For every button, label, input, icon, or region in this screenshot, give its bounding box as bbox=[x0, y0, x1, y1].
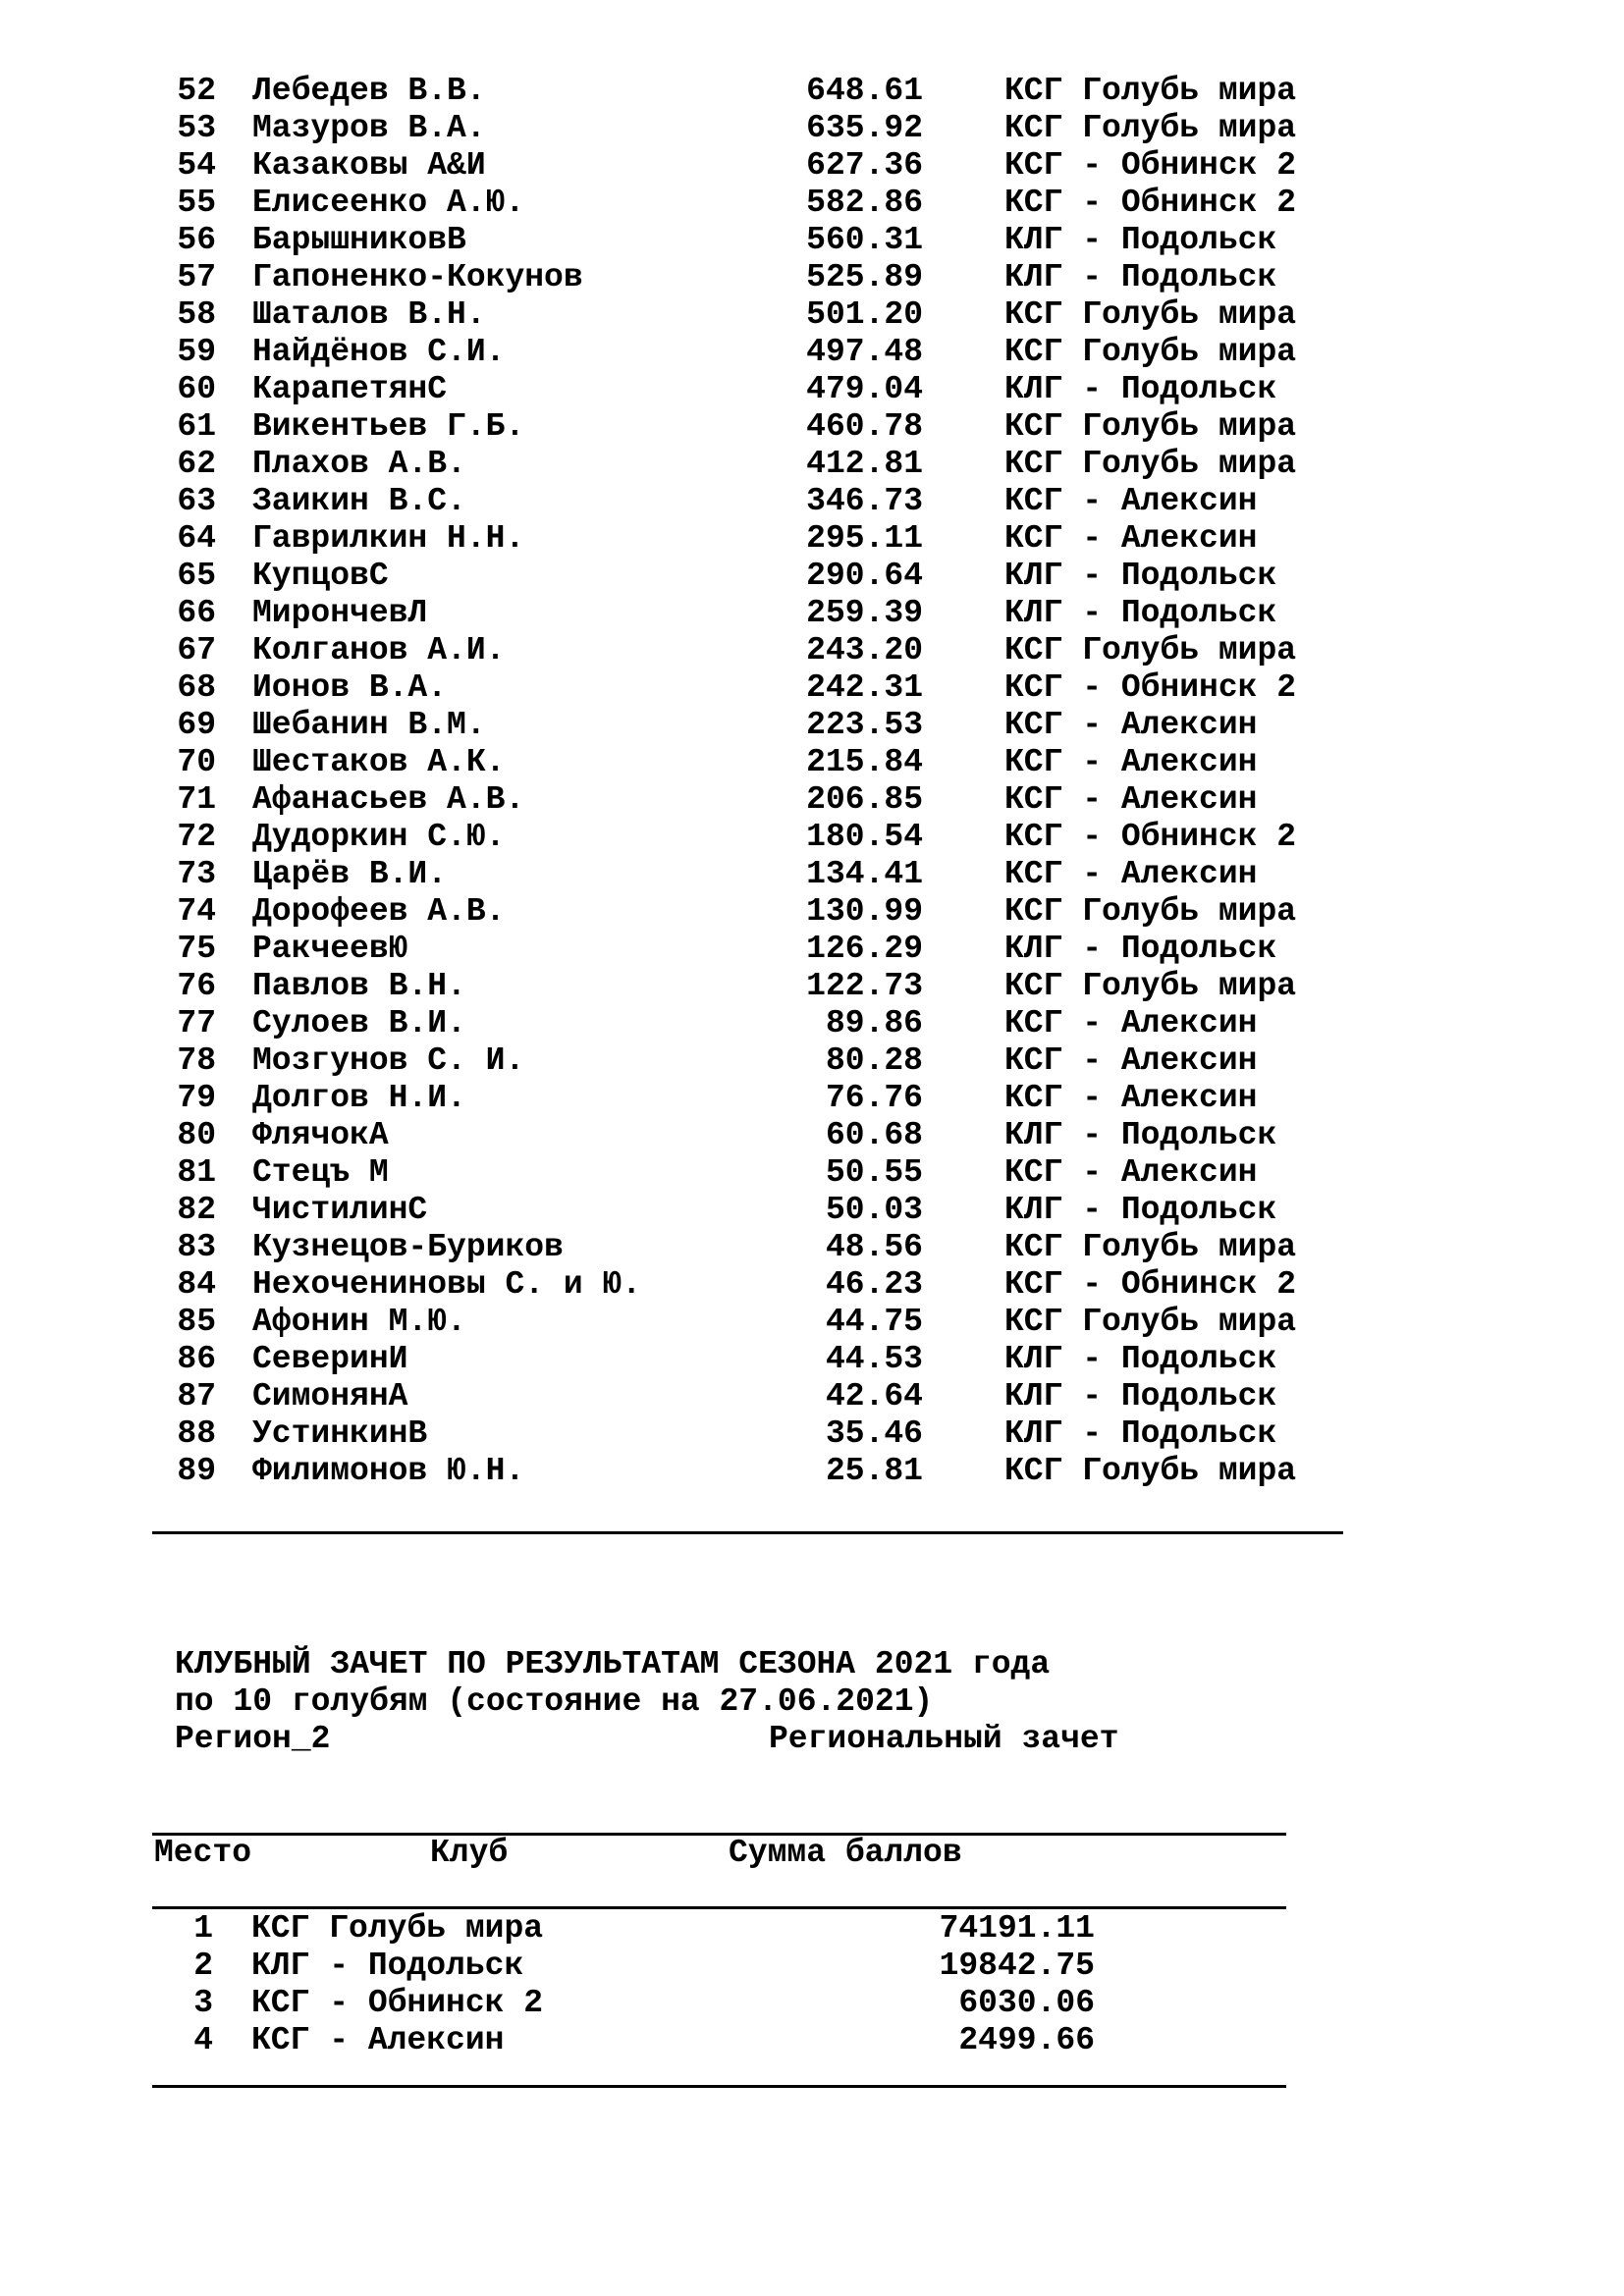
place-cell: 52 bbox=[177, 73, 216, 109]
table-row bbox=[147, 744, 1355, 781]
club-cell: КСГ - Алексин bbox=[1004, 744, 1258, 780]
table-row bbox=[147, 408, 1355, 446]
table-row bbox=[147, 1415, 1355, 1453]
club-cell: КСГ - Обнинск 2 bbox=[1004, 147, 1297, 184]
place-cell: 88 bbox=[177, 1415, 216, 1452]
divider bbox=[152, 1531, 1343, 1534]
club-cell: КСГ Голубь мира bbox=[1004, 110, 1297, 146]
place-cell: 59 bbox=[177, 334, 216, 370]
standing-type: Региональный зачет bbox=[769, 1721, 1119, 1757]
club-cell: КСГ Голубь мира bbox=[1004, 296, 1297, 333]
club-cell: КСГ Голубь мира bbox=[1004, 968, 1297, 1004]
name-cell: Кузнецов-Буриков bbox=[252, 1229, 564, 1265]
club-cell: КСГ - Алексин bbox=[1004, 1154, 1258, 1191]
table-row bbox=[147, 1154, 1355, 1192]
place-cell: 57 bbox=[177, 259, 216, 295]
table-row bbox=[147, 1042, 1355, 1080]
score-cell: 627.36 bbox=[806, 147, 923, 184]
table-row bbox=[147, 371, 1355, 408]
place-cell: 62 bbox=[177, 446, 216, 482]
club-cell: КСГ Голубь мира bbox=[1004, 1453, 1297, 1489]
club-cell: КЛГ - Подольск bbox=[1004, 371, 1277, 407]
club-cell: КСГ - Обнинск 2 bbox=[1004, 1266, 1297, 1303]
club-standings-heading bbox=[175, 1646, 1050, 1721]
place-cell: 55 bbox=[177, 185, 216, 221]
table-row bbox=[147, 185, 1355, 222]
club-cell: КЛГ - Подольск bbox=[251, 1948, 524, 1984]
name-cell: КупцовС bbox=[252, 558, 389, 594]
column-header-sum: Сумма баллов bbox=[729, 1835, 962, 1871]
table-row bbox=[147, 1378, 1355, 1415]
score-cell: 648.61 bbox=[806, 73, 923, 109]
score-cell: 295.11 bbox=[806, 520, 923, 557]
place-cell: 83 bbox=[177, 1229, 216, 1265]
name-cell: РакчеевЮ bbox=[252, 931, 408, 967]
club-cell: КСГ Голубь мира bbox=[1004, 1304, 1297, 1340]
name-cell: СеверинИ bbox=[252, 1341, 408, 1377]
name-cell: МирончевЛ bbox=[252, 595, 428, 631]
place-cell: 64 bbox=[177, 520, 216, 557]
club-cell: КСГ - Алексин bbox=[251, 2022, 505, 2058]
place-cell: 72 bbox=[177, 819, 216, 855]
table-row bbox=[147, 1266, 1355, 1304]
table-row bbox=[147, 483, 1355, 520]
place-cell: 63 bbox=[177, 483, 216, 519]
place-cell: 84 bbox=[177, 1266, 216, 1303]
name-cell: Царёв В.И. bbox=[252, 856, 448, 892]
table-row bbox=[147, 632, 1355, 669]
divider bbox=[152, 1833, 1286, 1836]
name-cell: Найдёнов С.И. bbox=[252, 334, 506, 370]
name-cell: Афонин М.Ю. bbox=[252, 1304, 466, 1340]
club-cell: КЛГ - Подольск bbox=[1004, 1378, 1277, 1415]
name-cell: Нехочениновы С. и Ю. bbox=[252, 1266, 642, 1303]
name-cell: Долгов Н.И. bbox=[252, 1080, 466, 1116]
club-cell: КСГ - Алексин bbox=[1004, 520, 1258, 557]
score-cell: 223.53 bbox=[806, 707, 923, 743]
name-cell: ФлячокА bbox=[252, 1117, 389, 1153]
score-cell: 50.55 bbox=[825, 1154, 923, 1191]
score-cell: 412.81 bbox=[806, 446, 923, 482]
table-row bbox=[152, 1948, 1281, 1985]
club-cell: КСГ - Обнинск 2 bbox=[251, 1985, 544, 2021]
table-row bbox=[152, 1910, 1281, 1948]
place-cell: 81 bbox=[177, 1154, 216, 1191]
divider bbox=[152, 2085, 1286, 2088]
name-cell: БарышниковВ bbox=[252, 222, 466, 258]
place-cell: 54 bbox=[177, 147, 216, 184]
place-cell: 71 bbox=[177, 781, 216, 818]
score-cell: 460.78 bbox=[806, 408, 923, 445]
score-cell: 525.89 bbox=[806, 259, 923, 295]
place-cell: 56 bbox=[177, 222, 216, 258]
name-cell: Казаковы А&И bbox=[252, 147, 486, 184]
name-cell: Мозгунов С. И. bbox=[252, 1042, 525, 1079]
club-cell: КЛГ - Подольск bbox=[1004, 595, 1277, 631]
table-row bbox=[147, 110, 1355, 147]
place-cell: 76 bbox=[177, 968, 216, 1004]
sum-cell: 2499.66 bbox=[958, 2022, 1095, 2058]
club-cell: КСГ - Алексин bbox=[1004, 483, 1258, 519]
club-cell: КСГ Голубь мира bbox=[1004, 408, 1297, 445]
table-row bbox=[147, 446, 1355, 483]
table-row bbox=[147, 1453, 1355, 1490]
divider bbox=[152, 1906, 1286, 1909]
place-cell: 65 bbox=[177, 558, 216, 594]
table-row bbox=[147, 669, 1355, 707]
club-cell: КСГ Голубь мира bbox=[1004, 1229, 1297, 1265]
name-cell: Дорофеев А.В. bbox=[252, 893, 506, 930]
club-cell: КСГ - Алексин bbox=[1004, 1042, 1258, 1079]
table-row bbox=[152, 2022, 1281, 2059]
score-cell: 122.73 bbox=[806, 968, 923, 1004]
score-cell: 635.92 bbox=[806, 110, 923, 146]
place-cell: 60 bbox=[177, 371, 216, 407]
sum-cell: 19842.75 bbox=[939, 1948, 1095, 1984]
place-cell: 68 bbox=[177, 669, 216, 706]
name-cell: Шестаков А.К. bbox=[252, 744, 506, 780]
table-row bbox=[147, 1341, 1355, 1378]
place-cell: 3 bbox=[193, 1985, 213, 2021]
table-row bbox=[147, 1229, 1355, 1266]
place-cell: 82 bbox=[177, 1192, 216, 1228]
name-cell: Шебанин В.М. bbox=[252, 707, 486, 743]
table-row bbox=[147, 707, 1355, 744]
name-cell: КарапетянС bbox=[252, 371, 448, 407]
score-cell: 479.04 bbox=[806, 371, 923, 407]
score-cell: 497.48 bbox=[806, 334, 923, 370]
club-cell: КСГ - Алексин bbox=[1004, 1005, 1258, 1041]
heading-line-1: КЛУБНЫЙ ЗАЧЕТ ПО РЕЗУЛЬТАТАМ СЕЗОНА 2021 года bbox=[175, 1646, 1051, 1682]
score-cell: 134.41 bbox=[806, 856, 923, 892]
score-cell: 48.56 bbox=[825, 1229, 923, 1265]
place-cell: 74 bbox=[177, 893, 216, 930]
score-cell: 206.85 bbox=[806, 781, 923, 818]
score-cell: 130.99 bbox=[806, 893, 923, 930]
score-cell: 44.75 bbox=[825, 1304, 923, 1340]
sum-cell: 6030.06 bbox=[958, 1985, 1095, 2021]
table-row bbox=[147, 1117, 1355, 1154]
table-row bbox=[147, 1192, 1355, 1229]
name-cell: Заикин В.С. bbox=[252, 483, 466, 519]
club-cell: КЛГ - Подольск bbox=[1004, 1341, 1277, 1377]
table-row bbox=[147, 558, 1355, 595]
club-standings-list bbox=[152, 1910, 1281, 2059]
place-cell: 2 bbox=[193, 1948, 213, 1984]
club-cell: КСГ Голубь мира bbox=[1004, 73, 1297, 109]
score-cell: 501.20 bbox=[806, 296, 923, 333]
table-row bbox=[147, 1005, 1355, 1042]
column-header-place: Место bbox=[154, 1835, 252, 1871]
place-cell: 80 bbox=[177, 1117, 216, 1153]
table-row bbox=[147, 147, 1355, 185]
score-cell: 180.54 bbox=[806, 819, 923, 855]
place-cell: 69 bbox=[177, 707, 216, 743]
name-cell: Ионов В.А. bbox=[252, 669, 448, 706]
column-header-club: Клуб bbox=[430, 1835, 509, 1871]
name-cell: Елисеенко А.Ю. bbox=[252, 185, 525, 221]
score-cell: 560.31 bbox=[806, 222, 923, 258]
table-row bbox=[147, 520, 1355, 558]
heading-line-2: по 10 голубям (состояние на 27.06.2021) bbox=[175, 1683, 934, 1720]
place-cell: 75 bbox=[177, 931, 216, 967]
club-cell: КЛГ - Подольск bbox=[1004, 558, 1277, 594]
table-row bbox=[147, 893, 1355, 931]
name-cell: Колганов А.И. bbox=[252, 632, 506, 668]
table-row bbox=[147, 296, 1355, 334]
club-cell: КСГ Голубь мира bbox=[251, 1910, 544, 1947]
table-row bbox=[147, 856, 1355, 893]
place-cell: 79 bbox=[177, 1080, 216, 1116]
club-cell: КСГ Голубь мира bbox=[1004, 334, 1297, 370]
score-cell: 76.76 bbox=[825, 1080, 923, 1116]
name-cell: УстинкинВ bbox=[252, 1415, 428, 1452]
club-cell: КЛГ - Подольск bbox=[1004, 1192, 1277, 1228]
region-name: Регион_2 bbox=[175, 1721, 331, 1757]
place-cell: 53 bbox=[177, 110, 216, 146]
place-cell: 4 bbox=[193, 2022, 213, 2058]
table-row bbox=[147, 1080, 1355, 1117]
club-cell: КЛГ - Подольск bbox=[1004, 931, 1277, 967]
table-row bbox=[147, 931, 1355, 968]
results-list bbox=[147, 73, 1355, 1490]
place-cell: 61 bbox=[177, 408, 216, 445]
club-cell: КЛГ - Подольск bbox=[1004, 1415, 1277, 1452]
place-cell: 86 bbox=[177, 1341, 216, 1377]
name-cell: Гапоненко-Кокунов bbox=[252, 259, 583, 295]
name-cell: Гаврилкин Н.Н. bbox=[252, 520, 525, 557]
name-cell: Викентьев Г.Б. bbox=[252, 408, 525, 445]
name-cell: Павлов В.Н. bbox=[252, 968, 466, 1004]
table-row bbox=[147, 819, 1355, 856]
name-cell: Шаталов В.Н. bbox=[252, 296, 486, 333]
club-cell: КСГ Голубь мира bbox=[1004, 893, 1297, 930]
table-row bbox=[147, 73, 1355, 110]
table-row bbox=[147, 1304, 1355, 1341]
club-cell: КСГ - Алексин bbox=[1004, 1080, 1258, 1116]
place-cell: 87 bbox=[177, 1378, 216, 1415]
club-cell: КЛГ - Подольск bbox=[1004, 259, 1277, 295]
name-cell: Лебедев В.В. bbox=[252, 73, 486, 109]
name-cell: ЧистилинС bbox=[252, 1192, 428, 1228]
table-row bbox=[147, 595, 1355, 632]
region-row bbox=[175, 1721, 1255, 1758]
score-cell: 243.20 bbox=[806, 632, 923, 668]
club-cell: КСГ - Алексин bbox=[1004, 781, 1258, 818]
place-cell: 73 bbox=[177, 856, 216, 892]
score-cell: 242.31 bbox=[806, 669, 923, 706]
club-cell: КЛГ - Подольск bbox=[1004, 222, 1277, 258]
sum-cell: 74191.11 bbox=[939, 1910, 1095, 1947]
club-cell: КСГ - Обнинск 2 bbox=[1004, 669, 1297, 706]
table-row bbox=[147, 259, 1355, 296]
name-cell: Филимонов Ю.Н. bbox=[252, 1453, 525, 1489]
score-cell: 259.39 bbox=[806, 595, 923, 631]
place-cell: 1 bbox=[193, 1910, 213, 1947]
name-cell: СимонянА bbox=[252, 1378, 408, 1415]
place-cell: 58 bbox=[177, 296, 216, 333]
table-row bbox=[147, 334, 1355, 371]
place-cell: 89 bbox=[177, 1453, 216, 1489]
score-cell: 42.64 bbox=[825, 1378, 923, 1415]
score-cell: 25.81 bbox=[825, 1453, 923, 1489]
place-cell: 77 bbox=[177, 1005, 216, 1041]
place-cell: 78 bbox=[177, 1042, 216, 1079]
score-cell: 46.23 bbox=[825, 1266, 923, 1303]
name-cell: Стецъ М bbox=[252, 1154, 389, 1191]
score-cell: 346.73 bbox=[806, 483, 923, 519]
name-cell: Мазуров В.А. bbox=[252, 110, 486, 146]
score-cell: 35.46 bbox=[825, 1415, 923, 1452]
place-cell: 67 bbox=[177, 632, 216, 668]
score-cell: 89.86 bbox=[825, 1005, 923, 1041]
place-cell: 85 bbox=[177, 1304, 216, 1340]
club-cell: КСГ - Обнинск 2 bbox=[1004, 819, 1297, 855]
name-cell: Сулоев В.И. bbox=[252, 1005, 466, 1041]
score-cell: 50.03 bbox=[825, 1192, 923, 1228]
score-cell: 215.84 bbox=[806, 744, 923, 780]
place-cell: 70 bbox=[177, 744, 216, 780]
place-cell: 66 bbox=[177, 595, 216, 631]
score-cell: 582.86 bbox=[806, 185, 923, 221]
table-row bbox=[152, 1985, 1281, 2022]
club-cell: КЛГ - Подольск bbox=[1004, 1117, 1277, 1153]
club-cell: КСГ Голубь мира bbox=[1004, 446, 1297, 482]
name-cell: Афанасьев А.В. bbox=[252, 781, 525, 818]
club-cell: КСГ - Алексин bbox=[1004, 856, 1258, 892]
name-cell: Дудоркин С.Ю. bbox=[252, 819, 506, 855]
club-cell: КСГ - Обнинск 2 bbox=[1004, 185, 1297, 221]
name-cell: Плахов А.В. bbox=[252, 446, 466, 482]
score-cell: 44.53 bbox=[825, 1341, 923, 1377]
table-row bbox=[147, 222, 1355, 259]
score-cell: 60.68 bbox=[825, 1117, 923, 1153]
score-cell: 80.28 bbox=[825, 1042, 923, 1079]
score-cell: 290.64 bbox=[806, 558, 923, 594]
score-cell: 126.29 bbox=[806, 931, 923, 967]
club-cell: КСГ - Алексин bbox=[1004, 707, 1258, 743]
club-cell: КСГ Голубь мира bbox=[1004, 632, 1297, 668]
table-row bbox=[147, 968, 1355, 1005]
table-row bbox=[147, 781, 1355, 819]
